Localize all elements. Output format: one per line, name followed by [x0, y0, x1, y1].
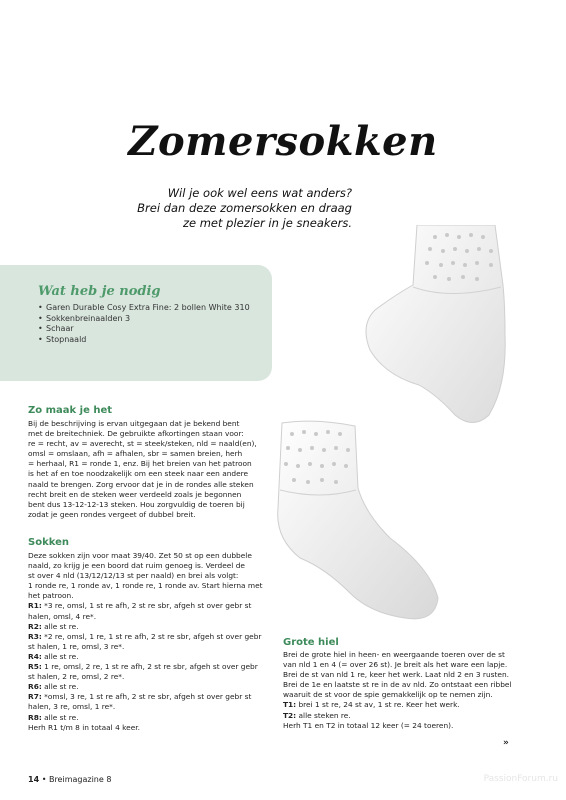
sock-photo-bottom — [270, 418, 445, 623]
text-line: bent dus 13-12-12-13 steken. Hou zorgvuldig de toeren bij — [28, 499, 245, 509]
socks-text — [28, 551, 278, 733]
text-line: naald te brengen. Zorg ervoor dat je in de rondes alle steken — [28, 479, 254, 489]
pattern-row — [28, 682, 278, 692]
text-line: halen, 3 re, omsl, 1 re*. — [28, 702, 116, 712]
footer-bullet: • — [41, 775, 47, 784]
row-text: alle st re. — [41, 712, 79, 722]
list-item: • Schaar — [38, 324, 258, 335]
text-line: omsl = omslaan, afh = afhalen, sbr = samen breien, herh — [28, 449, 243, 459]
row-label: T2: — [283, 710, 297, 720]
row-text: brei 1 st re, 24 st av, 1 st re. Keer het werk. — [296, 700, 460, 710]
pattern-row — [283, 700, 545, 710]
text-line: st halen, 1 re, omsl, 3 re*. — [28, 641, 125, 651]
pattern-row — [28, 662, 278, 672]
text-line: Brei de st van nld 1 re, keer het werk. Laat nld 2 en 3 rusten. — [283, 670, 509, 680]
text-line: is het af en toe noodzakelijk om een steek naar een andere — [28, 469, 249, 479]
row-label: R4: — [28, 651, 42, 661]
pattern-row — [28, 622, 278, 632]
text-line: recht breit en de steken weer verdeeld zoals je begonnen — [28, 489, 242, 499]
pattern-row — [28, 652, 278, 662]
page-title: Zomersokken — [128, 118, 438, 165]
row-text: 1 re, omsl, 2 re, 1 st re afh, 2 st re sbr, afgeh st over gebr — [41, 662, 258, 672]
row-text: alle st re. — [41, 682, 79, 692]
intro-line: Brei dan deze zomersokken en draag — [137, 201, 352, 215]
text-line: waaruit de st voor de spie gemakkelijk op te nemen zijn. — [283, 690, 493, 700]
sock-photo-top — [355, 225, 515, 425]
row-label: R1: — [28, 601, 42, 611]
row-label: R3: — [28, 631, 42, 641]
text-line: zodat je geen rondes vergeet of dubbel breit. — [28, 509, 196, 519]
row-label: T1: — [283, 700, 297, 710]
row-label: R2: — [28, 621, 42, 631]
text-line: Herh T1 en T2 in totaal 12 keer (= 24 toeren). — [283, 720, 454, 730]
text-line: Brei de 1e en laatste st re in de av nld. Zo ontstaat een ribbel — [283, 680, 512, 690]
pattern-row — [28, 632, 278, 642]
row-label: R5: — [28, 662, 42, 672]
list-item: • Sokkenbreinaalden 3 — [38, 314, 258, 325]
page-footer — [28, 775, 111, 784]
text-line: re = recht, av = averecht, st = steek/steken, nld = naald(en), — [28, 439, 257, 449]
text-line: Deze sokken zijn voor maat 39/40. Zet 50 st op een dubbele — [28, 551, 252, 560]
row-text: alle st re. — [41, 621, 79, 631]
method-text — [28, 419, 278, 520]
materials-list — [38, 303, 258, 345]
intro-line: ze met plezier in je sneakers. — [182, 216, 352, 230]
list-item: • Stopnaald — [38, 335, 258, 346]
text-line: Herh R1 t/m 8 in totaal 4 keer. — [28, 722, 140, 732]
intro-line: Wil je ook wel eens wat anders? — [167, 186, 352, 200]
pattern-row — [283, 711, 545, 721]
text-line: halen, omsl, 4 re*. — [28, 611, 97, 621]
row-text: alle steken re. — [296, 710, 351, 720]
page-number: 14 — [28, 775, 40, 784]
row-label: R6: — [28, 682, 42, 692]
row-text: *3 re, omsl, 1 st re afh, 2 st re sbr, afgeh st over gebr st — [41, 601, 252, 611]
row-text: alle st re. — [41, 651, 79, 661]
list-item: • Garen Durable Cosy Extra Fine: 2 bollen White 310 — [38, 303, 258, 314]
text-line: Bij de beschrijving is ervan uitgegaan dat je bekend bent — [28, 419, 240, 428]
watermark: PassionForum.ru — [483, 774, 558, 784]
pattern-row — [28, 601, 278, 611]
continue-arrow-icon: » — [503, 738, 509, 748]
row-text: *omsl, 3 re, 1 st re afh, 2 st re sbr, afgeh st over gebr st — [41, 692, 252, 702]
heel-text — [283, 650, 545, 731]
text-line: st halen, 2 re, omsl, 2 re*. — [28, 672, 125, 682]
socks-heading: Sokken — [28, 537, 70, 548]
method-heading: Zo maak je het — [28, 405, 113, 416]
row-text: *2 re, omsl, 1 re, 1 st re afh, 2 st re sbr, afgeh st over gebr — [41, 631, 262, 641]
text-line: met de breitechniek. De gebruikte afkortingen staan voor: — [28, 429, 244, 439]
text-line: 1 ronde re, 1 ronde av, 1 ronde re, 1 ronde av. Start hierna met — [28, 581, 263, 591]
intro-text — [112, 186, 352, 231]
text-line: st over 4 nld (13/12/12/13 st per naald) en brei als volgt: — [28, 571, 239, 581]
text-line: naald, zo krijg je een boord dat ruim genoeg is. Verdeel de — [28, 561, 245, 571]
heel-heading: Grote hiel — [283, 637, 339, 648]
pattern-row — [28, 713, 278, 723]
text-line: = herhaal, R1 = ronde 1, enz. Bij het breien van het patroon — [28, 459, 252, 469]
row-label: R7: — [28, 692, 42, 702]
text-line: van nld 1 en 4 (= over 26 st). Je breit als het ware een lapje. — [283, 660, 508, 670]
text-line: Brei de grote hiel in heen- en weergaande toeren over de st — [283, 650, 505, 659]
row-label: R8: — [28, 712, 42, 722]
materials-title: Wat heb je nodig — [38, 284, 161, 299]
pattern-row — [28, 692, 278, 702]
magazine-name: Breimagazine 8 — [48, 775, 112, 784]
text-line: het patroon. — [28, 591, 74, 601]
